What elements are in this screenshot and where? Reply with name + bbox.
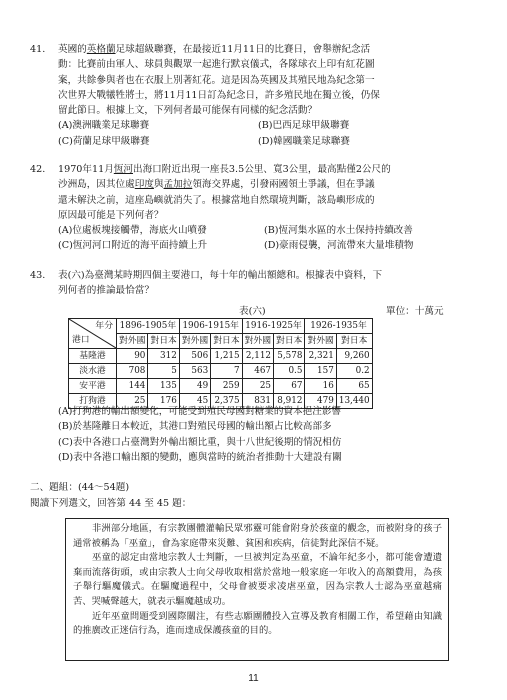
subheader-japan: 對日本	[336, 334, 372, 349]
page-number: 11	[248, 673, 259, 684]
option-d[interactable]: (D)表中各港口輸出額的變動，應與當時的統治者推動十大建設有關	[58, 451, 342, 463]
subheader-foreign: 對外國	[242, 334, 273, 349]
option-c[interactable]: (C)荷蘭足球甲級聯賽	[58, 135, 150, 147]
table-cell: 25	[242, 379, 273, 394]
table-cell: 9,260	[336, 349, 372, 364]
option-d[interactable]: (D)韓國職業足球聯賽	[258, 135, 350, 147]
period-header: 1906-1915年	[179, 319, 242, 334]
subheader-japan: 對日本	[148, 334, 179, 349]
table-cell: 5	[148, 364, 179, 379]
table-row	[69, 349, 373, 364]
table-cell: 2,375	[211, 394, 242, 409]
table-cell: 1,215	[211, 349, 242, 364]
export-table	[68, 318, 373, 409]
option-b[interactable]: (B)於基隆離日本較近，其港口對殖民母國的輸出額占比較高部多	[58, 421, 332, 433]
table-cell: 312	[148, 349, 179, 364]
subheader-foreign: 對外國	[179, 334, 210, 349]
table-cell: 7	[211, 364, 242, 379]
option-b[interactable]: (B)恆河集水區的水土保持持續改善	[264, 225, 413, 237]
question-text-line: 動：比賽前由軍人、球員與觀眾一起進行默哀儀式，各隊球衣上印有紅花圖	[58, 59, 375, 71]
period-header: 1926-1935年	[305, 319, 372, 334]
table-corner-cell	[69, 319, 117, 349]
port-name: 基隆港	[69, 349, 117, 364]
answer-options	[58, 118, 477, 149]
question-number: 41.	[30, 44, 46, 55]
option-a[interactable]: (A)打狗港的輸出額變化，可能受到殖民母國對糖業的資本挹注影響	[58, 406, 342, 417]
table-row	[69, 364, 373, 379]
table-row	[69, 379, 373, 394]
table-cell: 506	[179, 349, 210, 364]
table-cell: 831	[242, 394, 273, 409]
question-text-line: 原因最可能是下列何者？	[58, 209, 164, 221]
table-cell: 0.2	[336, 364, 372, 379]
passage-paragraph: 近年巫童問題受到國際關注，有些志願團體投入宣導及教育相關工作，希望藉由知識的推廣改正迷信行為，進而達成保護孩童的目的。	[73, 610, 442, 637]
table-cell: 176	[148, 394, 179, 409]
period-header: 1916-1925年	[242, 319, 305, 334]
table-cell: 25	[117, 394, 148, 409]
question-text-line: 次世界大戰犧牲將士，將11月11日訂為紀念日，許多殖民地在獨立後，仍保	[58, 89, 380, 101]
subheader-foreign: 對外國	[305, 334, 336, 349]
section-instruction: 閱讀下列選文，回答第 44 至 45 題：	[30, 498, 192, 509]
table-caption: 表(六)	[239, 306, 266, 317]
option-c[interactable]: (C)恆河河口附近的海平面持續上升	[58, 240, 208, 252]
answer-options	[58, 223, 477, 254]
table-cell: 8,912	[274, 394, 305, 409]
question-text-line: 留此節日。根據上文，下列何者最可能保有同樣的紀念活動？	[58, 105, 318, 117]
subheader-japan: 對日本	[274, 334, 305, 349]
table-cell: 2,112	[242, 349, 273, 364]
table-cell: 16	[305, 379, 336, 394]
table-cell: 708	[117, 364, 148, 379]
question-41	[30, 42, 477, 149]
question-text-line: 列何者的推論最恰當？	[58, 285, 154, 297]
question-43	[30, 268, 477, 299]
option-d[interactable]: (D)豪雨侵襲，河流帶來大量堆積物	[264, 240, 414, 252]
table-cell: 144	[117, 379, 148, 394]
question-text-line: 還未解決之前，這座島嶼就消失了。根據當地自然環境判斷，該島嶼形成的	[58, 194, 375, 206]
corner-port-label: 港口	[72, 335, 90, 345]
passage-paragraph: 非洲部分地區，有宗教團體灌輸民眾邪靈可能會附身於孩童的觀念，而被附身的孩子通常被稱為「巫童」，會為家庭帶來災難、貧困和疾病，信徒對此深信不疑。	[73, 523, 442, 549]
table-cell: 90	[117, 349, 148, 364]
table-cell: 259	[211, 379, 242, 394]
question-text-line: 案，共餘參與者也在衣服上別著紅花。這是因為英國及其殖民地為紀念第一	[58, 74, 375, 86]
table-cell: 157	[305, 364, 336, 379]
table-cell: 67	[274, 379, 305, 394]
option-c[interactable]: (C)表中各港口占臺灣對外輸出額比重，與十八世紀後期的情況相仿	[58, 436, 342, 448]
table-cell: 49	[179, 379, 210, 394]
table-cell: 563	[179, 364, 210, 379]
table-cell: 45	[179, 394, 210, 409]
question-text-line: 沙洲島，因其位處印度與孟加拉領海交界處，引發兩國領土爭議，但在爭議	[58, 179, 375, 191]
question-text-line: 英國的英格蘭足球超級聯賽，在最接近11月11日的比賽日，會舉辦紀念活	[58, 44, 371, 55]
question-text-line: 1970年11月恆河出海口附近出現一座長3.5公里、寬3公里，最高點僅2公尺的	[58, 164, 391, 175]
option-a[interactable]: (A)位處板塊接觸帶，海底火山噴發	[58, 225, 207, 237]
option-b[interactable]: (B)巴西足球甲級聯賽	[258, 120, 350, 132]
port-name: 打狗港	[69, 394, 117, 409]
subheader-foreign: 對外國	[117, 334, 148, 349]
table-unit: 單位：十萬元	[386, 306, 444, 317]
table-cell: 0.5	[274, 364, 305, 379]
reading-passage	[65, 518, 449, 661]
question-42	[30, 162, 477, 254]
period-header: 1896-1905年	[117, 319, 180, 334]
table-cell: 467	[242, 364, 273, 379]
section-heading: 二、題組：(44～54題)	[30, 482, 130, 493]
port-name: 淡水港	[69, 364, 117, 379]
table-cell: 479	[305, 394, 336, 409]
corner-year-label: 年分	[95, 321, 113, 331]
question-number: 43.	[30, 270, 46, 281]
answer-options	[58, 404, 477, 465]
table-cell: 2,321	[305, 349, 336, 364]
question-43-options	[30, 404, 477, 465]
passage-paragraph: 巫童的認定由當地宗教人士判斷，一旦被判定為巫童，不論年紀多小，都可能會遭遺棄而流落街頭，或由宗教人士向父母收取相當於當地一般家庭一年收入的高額費用，為孩子舉行驅魔儀式。在驅魔過程中，父母會被要求凌虐巫童，因為宗教人士認為巫童越痛苦、哭喊聲越大，就表示驅魔越成功。	[73, 552, 442, 607]
question-number: 42.	[30, 164, 46, 175]
port-name: 安平港	[69, 379, 117, 394]
subheader-japan: 對日本	[211, 334, 242, 349]
table-cell: 13,440	[336, 394, 372, 409]
question-text-line: 表(六)為臺灣某時期四個主要港口，每十年的輸出額總和。根據表中資料，下	[58, 270, 383, 281]
table-cell: 5,578	[274, 349, 305, 364]
table-cell: 65	[336, 379, 372, 394]
option-a[interactable]: (A)澳洲職業足球聯賽	[58, 120, 150, 132]
table-cell: 135	[148, 379, 179, 394]
